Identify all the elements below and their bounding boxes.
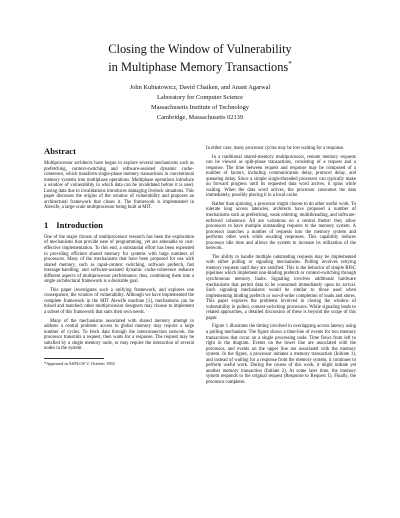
title-footnote-mark: * [288, 60, 292, 68]
body-paragraph: Figure 1 illustrates the timing involved in overlapping access latency using a polling mechanism. The figure shows a time-line of events for two memory transactions that occur on a single processing node. Time flows from left to right in the diagram. Events on the lower line are associated with the processor, and events on the upper line are associated with the memory system. In the figure, a processor initiates a memory transaction (Initiate 1), and instead of waiting for a response from the memory system, it continues to perform useful work. During the course of this work, it might initiate yet another memory transaction (Initiate 2). At some later time, the memory system responds to the original request (Response to Request 1). Finally, the processor completes [206, 324, 356, 385]
author-names: John Kubiatowicz, David Chaiken, and Anant Agarwal [129, 84, 271, 92]
body-paragraph: In either case, many processor cycles may be lost waiting for a response. [206, 146, 345, 151]
intro-paragraph: Many of the mechanisms associated with shared memory attempt to address a central problem: access to global memory may require a large number of cycles. To fetch data through the interconnection network, the processor transmits a request, then waits for a response. The request may be satisfied by a single memory node, or may require the interaction of several nodes in the system. [44, 318, 194, 352]
intro-paragraph: One of the major thrusts of multiprocessor research has been the exploration of mechanisms that provide ease of programming, yet are amenable to cost-effective implementation. To this end, a substantial effort has been expended in providing efficient shared memory for systems with large numbers of processors. Many of the mechanisms that have been proposed for use with shared memory, such as rapid-context switching, software prefetch, fast message-handling, and software-assisted dynamic cache-coherence enhance different aspects of multiprocessor performance; thus, combining them into a single architectural framework is a desirable goal. [44, 234, 194, 285]
author-block [44, 83, 356, 122]
footnote-rule [44, 358, 104, 359]
left-column [44, 146, 194, 385]
title-line-2 [44, 57, 356, 75]
body-paragraph: Rather than spinning, a processor might choose to do other useful work. To tolerate long access latencies, architects have proposed a number of mechanisms such as prefetching, weak ordering, multithreading, and software-enforced coherence. All are variations on a central theme: they allow processors to have multiple outstanding requests to the memory system. A processor launches a number of requests into the memory system and performs other work while awaiting responses. This capability reduces processor idle time and allows the system to increase its utilization of the network. [206, 201, 356, 252]
abstract-text: Multiprocessor architects have begun to explore several mechanisms such as prefetching, context-switching and software-assisted dynamic cache-coherence, which transform single-phase memory transactions in conventional memory systems into multiphase operations. Multiphase operations introduce a window of vulnerability in which data can be invalidated before it is used. Losing data due to invalidations introduces damaging livelock situations. This paper discusses the origins of the window of vulnerability and proposes an architectural framework that closes it. The framework is implemented in Alewife, a large-scale multiprocessor being built at MIT. [44, 161, 194, 211]
intro-paragraph: This paper investigates such a unifying framework, and explores one consequence, the window of vulnerability. Although we have implemented the complete framework in the MIT Alewife machine [1], mechanisms can be mixed and matched; other multiprocessor designers may choose to implement a subset of this framework that suits their own needs. [44, 287, 194, 316]
affiliation-line: Laboratory for Computer Science [156, 93, 244, 101]
section-title: Introduction [56, 219, 103, 230]
introduction-heading [44, 220, 194, 230]
title-line-1: Closing the Window of Vulnerability [108, 42, 292, 56]
affiliation-line: Massachusetts Institute of Technology [151, 103, 249, 111]
abstract-heading: Abstract [44, 146, 76, 156]
right-column [206, 146, 356, 385]
section-number: 1 [44, 219, 49, 230]
paper-title [44, 42, 356, 75]
body-paragraph: In a traditional shared-memory multiprocessor, remote memory requests can be viewed as split-phase transactions, consisting of a request and a response. The time between request and response may be composed of a number of factors, including communication delay, protocol delay, and queueing delay. Since a simple single-threaded processor can typically make no forward progress until its requested data word arrives, it spins while waiting. When the data word arrives, the processor consumes the data immediately, possibly placing it in a local cache. [206, 154, 356, 199]
title-line-2-text: in Multiphase Memory Transactions [108, 60, 289, 75]
two-column-body [44, 146, 356, 385]
affiliation-line: Cambridge, Massachusetts 02139 [156, 113, 244, 121]
body-paragraph: The ability to handle multiple outstanding requests may be implemented with either polling or signaling mechanisms. Polling involves retrying memory requests until they are satisfied. This is the behavior of simple RISC pipelines which implement non-binding prefetch or context-switching through synchronous memory faults. Signaling involves additional hardware mechanisms that permit data to be consumed immediately upon its arrival. Such signaling mechanisms would be similar to those used when implementing binding prefetch or out-of-order completion of loads and stores. This paper explores the problems involved in closing the window of vulnerability in polled, context-switching processors. While signaling leads to related approaches, a detailed discussion of these is beyond the scope of this paper. [206, 254, 356, 321]
footnote: *Appeared in ASPLOS V, October 1992 [44, 360, 115, 366]
